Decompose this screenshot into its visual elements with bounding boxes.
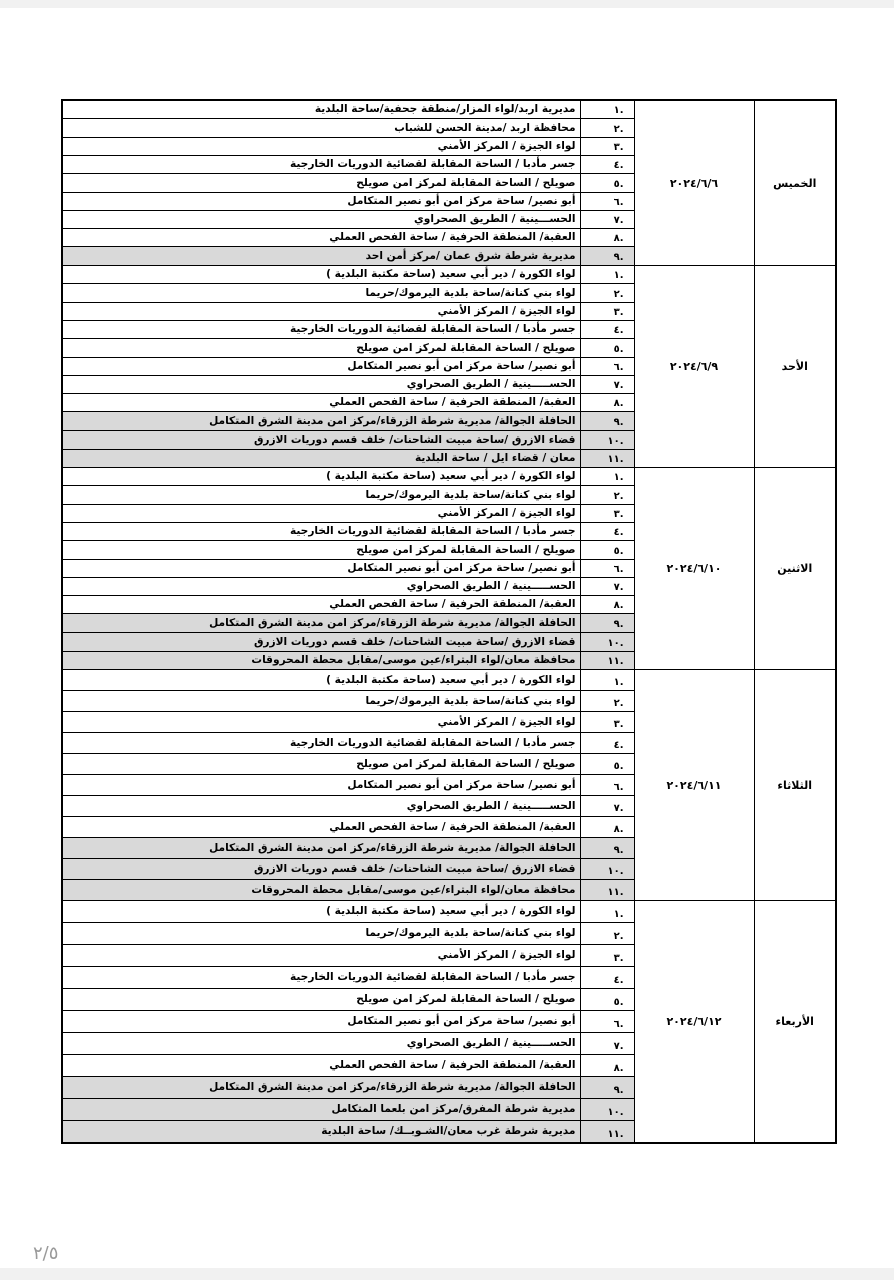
location-cell: لواء الجيزة / المركز الأمني bbox=[62, 303, 580, 321]
row-number-cell: .١٠ bbox=[580, 1099, 634, 1121]
row-number-cell: .٦ bbox=[580, 775, 634, 796]
date-cell: ٢٠٢٤/٦/١٠ bbox=[634, 468, 754, 670]
row-number-cell: .٢ bbox=[580, 119, 634, 138]
location-cell: صويلح / الساحة المقابلة لمركز امن صويلح bbox=[62, 754, 580, 775]
location-cell: لواء الكورة / دير أبي سعيد (ساحة مكتبة البلدية ) bbox=[62, 468, 580, 486]
location-cell: محافظة معان/لواء البتراء/عين موسى/مقابل محطة المحروقات bbox=[62, 880, 580, 901]
row-number-cell: .٢ bbox=[580, 486, 634, 505]
date-cell: ٢٠٢٤/٦/١١ bbox=[634, 670, 754, 901]
location-cell: محافظة معان/لواء البتراء/عين موسى/مقابل محطة المحروقات bbox=[62, 652, 580, 670]
row-number-cell: .١١ bbox=[580, 880, 634, 901]
row-number-cell: .٩ bbox=[580, 412, 634, 431]
schedule-row bbox=[62, 266, 836, 284]
row-number-cell: .٣ bbox=[580, 138, 634, 156]
schedule-table bbox=[61, 99, 837, 1144]
location-cell: العقبة/ المنطقة الحرفية / ساحة الفحص العملي bbox=[62, 229, 580, 247]
row-number-cell: .١ bbox=[580, 901, 634, 923]
location-cell: جسر مأدبا / الساحة المقابلة لقضائية الدوريات الخارجية bbox=[62, 321, 580, 339]
location-cell: لواء الجيزة / المركز الأمني bbox=[62, 945, 580, 967]
location-cell: جسر مأدبا / الساحة المقابلة لقضائية الدوريات الخارجية bbox=[62, 156, 580, 174]
location-cell: لواء الكورة / دير أبي سعيد (ساحة مكتبة البلدية ) bbox=[62, 266, 580, 284]
location-cell: أبو نصير/ ساحة مركز امن أبو نصير المتكامل bbox=[62, 560, 580, 578]
row-number-cell: .٢ bbox=[580, 691, 634, 712]
location-cell: الحســـــينية / الطريق الصحراوي bbox=[62, 1033, 580, 1055]
location-cell: لواء بني كنانة/ساحة بلدية اليرموك/حريما bbox=[62, 486, 580, 505]
location-cell: لواء الجيزة / المركز الأمني bbox=[62, 712, 580, 733]
viewer-top-bar bbox=[0, 0, 894, 8]
date-cell: ٢٠٢٤/٦/١٢ bbox=[634, 901, 754, 1143]
row-number-cell: .١١ bbox=[580, 450, 634, 468]
location-cell: صويلح / الساحة المقابلة لمركز امن صويلح bbox=[62, 174, 580, 193]
location-cell: لواء بني كنانة/ساحة بلدية اليرموك/حريما bbox=[62, 284, 580, 303]
row-number-cell: .٩ bbox=[580, 247, 634, 266]
location-cell: مديرية اربد/لواء المزار/منطقة جحفية/ساحة البلدية bbox=[62, 100, 580, 119]
day-name-cell: الأحد bbox=[754, 266, 836, 468]
row-number-cell: .٧ bbox=[580, 1033, 634, 1055]
schedule-row bbox=[62, 468, 836, 486]
location-cell: لواء الجيزة / المركز الأمني bbox=[62, 138, 580, 156]
location-cell: لواء الكورة / دير أبي سعيد (ساحة مكتبة البلدية ) bbox=[62, 901, 580, 923]
location-cell: جسر مأدبا / الساحة المقابلة لقضائية الدوريات الخارجية bbox=[62, 967, 580, 989]
location-cell: أبو نصير/ ساحة مركز امن أبو نصير المتكامل bbox=[62, 193, 580, 211]
row-number-cell: .٤ bbox=[580, 156, 634, 174]
schedule-row bbox=[62, 901, 836, 923]
row-number-cell: .٧ bbox=[580, 796, 634, 817]
location-cell: العقبة/ المنطقة الحرفية / ساحة الفحص العملي bbox=[62, 1055, 580, 1077]
row-number-cell: .٦ bbox=[580, 1011, 634, 1033]
location-cell: العقبة/ المنطقة الحرفية / ساحة الفحص العملي bbox=[62, 596, 580, 614]
row-number-cell: .٩ bbox=[580, 1077, 634, 1099]
location-cell: معان / قضاء ايل / ساحة البلدية bbox=[62, 450, 580, 468]
row-number-cell: .٣ bbox=[580, 303, 634, 321]
location-cell: مديرية شرطة شرق عمان /مركز أمن احد bbox=[62, 247, 580, 266]
row-number-cell: .٨ bbox=[580, 596, 634, 614]
location-cell: لواء بني كنانة/ساحة بلدية اليرموك/حريما bbox=[62, 923, 580, 945]
row-number-cell: .٥ bbox=[580, 339, 634, 358]
location-cell: قضاء الازرق /ساحة مبيت الشاحنات/ خلف قسم دوريات الازرق bbox=[62, 633, 580, 652]
row-number-cell: .٨ bbox=[580, 229, 634, 247]
day-name-cell: الأربعاء bbox=[754, 901, 836, 1143]
row-number-cell: .٦ bbox=[580, 560, 634, 578]
location-cell: مديرية شرطة المفرق/مركز امن بلعما المتكامل bbox=[62, 1099, 580, 1121]
row-number-cell: .١ bbox=[580, 468, 634, 486]
row-number-cell: .١٠ bbox=[580, 633, 634, 652]
row-number-cell: .١١ bbox=[580, 1121, 634, 1143]
row-number-cell: .١ bbox=[580, 670, 634, 691]
row-number-cell: .٣ bbox=[580, 712, 634, 733]
row-number-cell: .٥ bbox=[580, 989, 634, 1011]
location-cell: الحافلة الجوالة/ مديرية شرطة الزرقاء/مركز امن مدينة الشرق المتكامل bbox=[62, 412, 580, 431]
location-cell: الحســـــينية / الطريق الصحراوي bbox=[62, 578, 580, 596]
row-number-cell: .٩ bbox=[580, 614, 634, 633]
day-name-cell: الاثنين bbox=[754, 468, 836, 670]
row-number-cell: .٢ bbox=[580, 923, 634, 945]
row-number-cell: .٧ bbox=[580, 211, 634, 229]
row-number-cell: .٨ bbox=[580, 817, 634, 838]
row-number-cell: .١ bbox=[580, 266, 634, 284]
location-cell: صويلح / الساحة المقابلة لمركز امن صويلح bbox=[62, 989, 580, 1011]
row-number-cell: .٣ bbox=[580, 945, 634, 967]
date-cell: ٢٠٢٤/٦/٩ bbox=[634, 266, 754, 468]
row-number-cell: .٦ bbox=[580, 193, 634, 211]
schedule-row bbox=[62, 100, 836, 119]
row-number-cell: .٢ bbox=[580, 284, 634, 303]
row-number-cell: .١ bbox=[580, 100, 634, 119]
row-number-cell: .٥ bbox=[580, 541, 634, 560]
location-cell: أبو نصير/ ساحة مركز امن أبو نصير المتكامل bbox=[62, 1011, 580, 1033]
day-name-cell: الثلاثاء bbox=[754, 670, 836, 901]
location-cell: قضاء الازرق /ساحة مبيت الشاحنات/ خلف قسم دوريات الازرق bbox=[62, 859, 580, 880]
location-cell: الحافلة الجوالة/ مديرية شرطة الزرقاء/مركز امن مدينة الشرق المتكامل bbox=[62, 838, 580, 859]
location-cell: لواء الكورة / دير أبي سعيد (ساحة مكتبة البلدية ) bbox=[62, 670, 580, 691]
location-cell: الحســـــينية / الطريق الصحراوي bbox=[62, 376, 580, 394]
location-cell: الحســـــينية / الطريق الصحراوي bbox=[62, 796, 580, 817]
location-cell: جسر مأدبا / الساحة المقابلة لقضائية الدوريات الخارجية bbox=[62, 733, 580, 754]
row-number-cell: .٤ bbox=[580, 321, 634, 339]
location-cell: لواء الجيزة / المركز الأمني bbox=[62, 505, 580, 523]
location-cell: مديرية شرطة غرب معان/الشـوبــك/ ساحة البلدية bbox=[62, 1121, 580, 1143]
row-number-cell: .٤ bbox=[580, 523, 634, 541]
row-number-cell: .٦ bbox=[580, 358, 634, 376]
location-cell: الحســـينية / الطريق الصحراوي bbox=[62, 211, 580, 229]
date-cell: ٢٠٢٤/٦/٦ bbox=[634, 100, 754, 266]
row-number-cell: .٨ bbox=[580, 394, 634, 412]
location-cell: جسر مأدبا / الساحة المقابلة لقضائية الدوريات الخارجية bbox=[62, 523, 580, 541]
row-number-cell: .٧ bbox=[580, 578, 634, 596]
location-cell: الحافلة الجوالة/ مديرية شرطة الزرقاء/مركز امن مدينة الشرق المتكامل bbox=[62, 614, 580, 633]
row-number-cell: .٥ bbox=[580, 174, 634, 193]
row-number-cell: .٣ bbox=[580, 505, 634, 523]
row-number-cell: .٩ bbox=[580, 838, 634, 859]
row-number-cell: .٨ bbox=[580, 1055, 634, 1077]
page-number: ٢/٥ bbox=[33, 1243, 59, 1264]
row-number-cell: .٧ bbox=[580, 376, 634, 394]
row-number-cell: .١١ bbox=[580, 652, 634, 670]
location-cell: العقبة/ المنطقة الحرفية / ساحة الفحص العملي bbox=[62, 394, 580, 412]
viewer-bottom-bar bbox=[0, 1268, 894, 1280]
location-cell: أبو نصير/ ساحة مركز امن أبو نصير المتكامل bbox=[62, 358, 580, 376]
location-cell: العقبة/ المنطقة الحرفية / ساحة الفحص العملي bbox=[62, 817, 580, 838]
row-number-cell: .٤ bbox=[580, 967, 634, 989]
row-number-cell: .٤ bbox=[580, 733, 634, 754]
location-cell: محافظة اربد /مدينة الحسن للشباب bbox=[62, 119, 580, 138]
location-cell: قضاء الازرق /ساحة مبيت الشاحنات/ خلف قسم دوريات الازرق bbox=[62, 431, 580, 450]
row-number-cell: .١٠ bbox=[580, 859, 634, 880]
row-number-cell: .٥ bbox=[580, 754, 634, 775]
location-cell: صويلح / الساحة المقابلة لمركز امن صويلح bbox=[62, 339, 580, 358]
location-cell: أبو نصير/ ساحة مركز امن أبو نصير المتكامل bbox=[62, 775, 580, 796]
location-cell: الحافلة الجوالة/ مديرية شرطة الزرقاء/مركز امن مدينة الشرق المتكامل bbox=[62, 1077, 580, 1099]
day-name-cell: الخميس bbox=[754, 100, 836, 266]
location-cell: لواء بني كنانة/ساحة بلدية اليرموك/حريما bbox=[62, 691, 580, 712]
row-number-cell: .١٠ bbox=[580, 431, 634, 450]
location-cell: صويلح / الساحة المقابلة لمركز امن صويلح bbox=[62, 541, 580, 560]
schedule-row bbox=[62, 670, 836, 691]
